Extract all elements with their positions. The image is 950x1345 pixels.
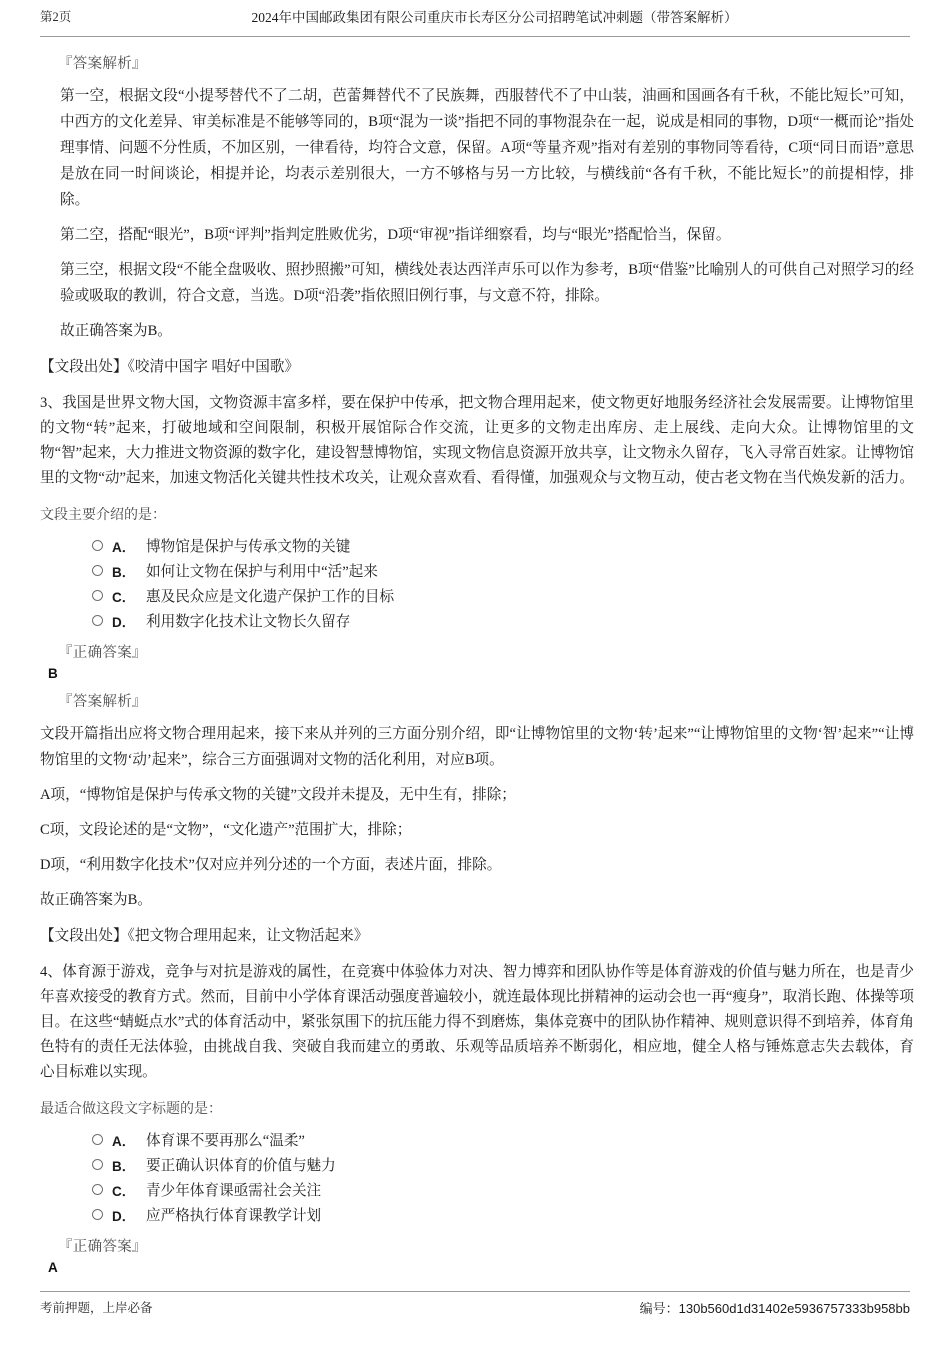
correct-answer-value-q4: A — [48, 1260, 58, 1275]
question-3-block — [40, 391, 914, 949]
question-3-prompt: 文段主要介绍的是： — [40, 508, 166, 523]
option-row[interactable] — [92, 1127, 914, 1152]
option-row[interactable] — [92, 583, 914, 608]
q2-analysis-paragraph-1: 第一空，根据文段“小提琴替代不了二胡，芭蕾舞替代不了民族舞，西服替代不了中山装，油画和国画各有千秋，不能比短长”可知，中西方的文化差异、审美标准是不能够等同的，B项“混为一谈”指把不同的事物混杂在一起，说成是相同的事物，D项“一概而论”指处理事情、问题不分性质，不加区别，一律看待，均符合文意，保留。A项“等量齐观”指对有差别的事物同等看待，C项“同日而语”意思是放在同一时间谈论，相提并论，均表示差别很大，一方不够格与另一方比较，与横线前“各有千秋，不能比短长”的前提相悖，排除。 — [60, 88, 914, 208]
question-4-stem — [40, 960, 914, 1085]
question-4-stem-text: 体育源于游戏，竞争与对抗是游戏的属性，在竞赛中体验体力对决、智力博弈和团队协作等是体育游戏的价值与魅力所在，也是青少年喜欢接受的教育方式。然而，目前中小学体育课活动强度普遍较小，就连最体现比拼精神的运动会也一再“瘦身”，取消长跑、体操等项目。在这些“蜻蜓点水”式的体育活动中，紧张氛围下的抗压能力得不到磨炼，集体竞赛中的团队协作精神、规则意识得不到培养，体育角色特有的责任无法体验，由挑战自我、突破自我而建立的勇敢、乐观等品质培养不断弱化，相应地，健全人格与锤炼意志失去载体，育心目标难以实现。 — [40, 964, 914, 1080]
q2-source-label: 【文段出处】 — [40, 359, 128, 375]
radio-button-icon[interactable] — [92, 565, 103, 576]
document-content — [40, 44, 914, 1280]
radio-button-icon[interactable] — [92, 1184, 103, 1195]
option-letter: C． — [112, 1183, 136, 1199]
q3-analysis-paragraph-4: D项，“利用数字化技术”仅对应并列分述的一个方面，表述片面，排除。 — [40, 857, 502, 873]
footer-serial — [640, 1298, 910, 1317]
option-letter: A． — [112, 1133, 136, 1149]
q3-analysis-paragraph-2: A项，“博物馆是保护与传承文物的关键”文段并未提及，无中生有，排除； — [40, 787, 516, 803]
question-4-number: 4、 — [40, 964, 63, 980]
q3-analysis-conclusion: 故正确答案为B。 — [40, 892, 152, 908]
question-3-number: 3、 — [40, 395, 63, 411]
option-row[interactable] — [92, 533, 914, 558]
page-header — [40, 10, 910, 37]
option-row[interactable] — [92, 608, 914, 633]
option-text: 应严格执行体育课教学计划 — [146, 1208, 322, 1224]
radio-button-icon[interactable] — [92, 540, 103, 551]
option-letter: D． — [112, 1208, 136, 1224]
option-letter: B． — [112, 1158, 136, 1174]
option-row[interactable] — [92, 1152, 914, 1177]
q2-analysis-paragraph-3: 第三空，根据文段“不能全盘吸收、照抄照搬”可知，横线处表达西洋声乐可以作为参考，B项“借鉴”比喻别人的可供自己对照学习的经验或吸取的教训，符合文意，当选。D项“沿袭”指依照旧例行事，与文意不符，排除。 — [60, 262, 914, 304]
correct-answer-label-q4: 『正确答案』 — [58, 1239, 147, 1255]
radio-button-icon[interactable] — [92, 1209, 103, 1220]
radio-button-icon[interactable] — [92, 615, 103, 626]
q2-source-line — [40, 355, 914, 380]
option-row[interactable] — [92, 1202, 914, 1227]
option-letter: C． — [112, 589, 136, 605]
q3-source-label: 【文段出处】 — [40, 928, 128, 944]
q3-analysis-paragraph-3: C项，文段论述的是“文物”，“文化遗产”范围扩大，排除； — [40, 822, 412, 838]
q3-analysis-paragraph-1: 文段开篇指出应将文物合理用起来，接下来从并列的三方面分别介绍，即“让博物馆里的文物‘转’起来”“让博物馆里的文物‘智’起来”“让博物馆里的文物‘动’起来”，综合三方面强调对文物的活化利用，对应B项。 — [40, 726, 914, 768]
q2-source-title: 《咬清中国字 唱好中国歌》 — [127, 359, 300, 375]
radio-button-icon[interactable] — [92, 1159, 103, 1170]
question-3-stem-text: 我国是世界文物大国，文物资源丰富多样，要在保护中传承，把文物合理用起来，使文物更好地服务经济社会发展需要。让博物馆里的文物“转”起来，打破地域和空间限制，积极开展馆际合作交流，让更多的文物走出库房、走上展线、走向大众。让博物馆里的文物“智”起来，大力推进文物资源的数字化，建设智慧博物馆，实现文物信息资源开放共享，让文物永久留存，飞入寻常百姓家。让博物馆里的文物“动”起来，加速文物活化关键共性技术攻关，让观众喜欢看、看得懂，加强观众与文物互动，使古老文物在当代焕发新的活力。 — [40, 395, 914, 486]
option-text: 惠及民众应是文化遗产保护工作的目标 — [146, 589, 395, 605]
option-letter: D． — [112, 614, 136, 630]
option-letter: B． — [112, 564, 136, 580]
footer-slogan: 考前押题，上岸必备 — [40, 1301, 153, 1315]
option-text: 体育课不要再那么“温柔” — [146, 1133, 305, 1149]
document-title: 2024年中国邮政集团有限公司重庆市长寿区分公司招聘笔试冲刺题（带答案解析） — [251, 10, 738, 25]
option-text: 博物馆是保护与传承文物的关键 — [146, 539, 351, 555]
option-text: 青少年体育课亟需社会关注 — [146, 1183, 322, 1199]
option-row[interactable] — [92, 558, 914, 583]
q3-source-line — [40, 924, 914, 949]
question-4-prompt: 最适合做这段文字标题的是： — [40, 1102, 222, 1117]
option-letter: A． — [112, 539, 136, 555]
correct-answer-label-q3: 『正确答案』 — [58, 645, 147, 661]
option-text: 要正确认识体育的价值与魅力 — [146, 1158, 336, 1174]
q3-source-title: 《把文物合理用起来，让文物活起来》 — [127, 928, 369, 944]
correct-answer-value-q3: B — [48, 666, 58, 681]
footer-serial-value: 130b560d1d31402e5936757333b958bb — [678, 1300, 910, 1316]
question-3-options — [92, 533, 914, 633]
option-text: 利用数字化技术让文物长久留存 — [146, 614, 351, 630]
question-2-analysis-block — [40, 54, 914, 380]
radio-button-icon[interactable] — [92, 1134, 103, 1145]
option-row[interactable] — [92, 1177, 914, 1202]
analysis-label-q2: 『答案解析』 — [58, 56, 147, 72]
page-number-label: 第2页 — [40, 10, 72, 24]
question-4-block — [40, 960, 914, 1276]
question-4-options — [92, 1127, 914, 1227]
q2-analysis-paragraph-2: 第二空，搭配“眼光”，B项“评判”指判定胜败优劣，D项“审视”指详细察看，均与“眼光”搭配恰当，保留。 — [60, 227, 731, 243]
q2-analysis-conclusion: 故正确答案为B。 — [60, 323, 172, 339]
option-text: 如何让文物在保护与利用中“活”起来 — [146, 564, 378, 580]
analysis-label-q3: 『答案解析』 — [58, 694, 147, 710]
page-footer — [40, 1291, 910, 1319]
radio-button-icon[interactable] — [92, 590, 103, 601]
question-3-stem — [40, 391, 914, 491]
footer-serial-label: 编号： — [639, 1300, 679, 1316]
